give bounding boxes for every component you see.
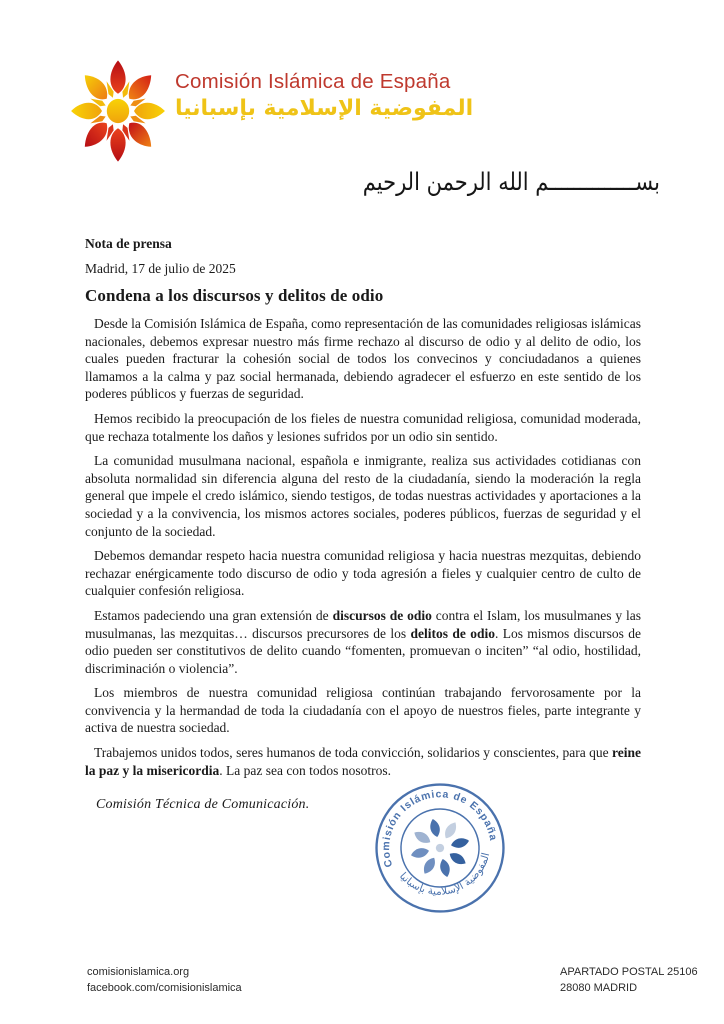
footer-contact-left <box>87 964 242 996</box>
stamp-text-bottom-arabic: المفوضية الإسلامية بإسبانيا <box>396 851 493 898</box>
body-paragraph: Debemos demandar respeto hacia nuestra comunidad religiosa y hacia nuestras mezquitas, debiendo rechazar enérgicamente todo discurso de odio y toda agresión a fieles y cualquier centro de culto de cualquier confesión religiosa. <box>85 548 641 599</box>
body-paragraph: Trabajemos unidos todos, seres humanos de toda convicción, solidarios y conscientes, para que reine la paz y la misericordia. La paz sea con todos nosotros. <box>85 745 641 778</box>
stamp-flower-icon <box>404 812 477 885</box>
footer-city: 28080 MADRID <box>560 982 638 994</box>
bismillah-calligraphy: بســــــــــــــم الله الرحمن الرحيم <box>362 168 660 196</box>
svg-text:المفوضية الإسلامية بإسبانيا <box>396 849 500 908</box>
body-paragraph: Estamos padeciendo una gran extensión de discursos de odio contra el Islam, los musulmanes y las musulmanas, las mezquitas… discursos precursores de los delitos de odio. Los mismos discursos de odio pueden ser constitutivos de delito cuando “fomenten, promuevan o inciten” “al odio, hostilidad, discriminación o violencia”. <box>85 607 642 676</box>
cie-logo-flower-icon <box>54 42 182 180</box>
press-note-label: Nota de prensa <box>85 236 172 251</box>
footer-address-right <box>560 964 698 996</box>
stamp-seal-icon <box>358 766 523 931</box>
letter-body <box>85 236 641 786</box>
document-title: Condena a los discursos y delitos de odio <box>85 286 384 305</box>
body-paragraph: Desde la Comisión Islámica de España, como representación de las comunidades religiosas islámicas nacionales, debemos expresar nuestro más firme rechazo al discurso de odio y al delito de odio, los cuales pueden fracturar la cohesión social de todos los convecinos y conciudadanos a quienes llamamos a la calma y paz social hermanada, debiendo agradecer el esfuerzo en este sentido de los poderes públicos y fuerzas de seguridad. <box>85 316 641 402</box>
footer-website: comisionislamica.org <box>87 966 190 978</box>
footer-facebook: facebook.com/comisionislamica <box>87 982 242 994</box>
body-paragraph: La comunidad musulmana nacional, española e inmigrante, realiza sus actividades cotidianas con absoluta normalidad sin diferencia alguna del resto de la ciudadanía, siendo la moderación la regla general que impele el credo islámico, siendo testigos, de todas nuestras actividades y aportaciones a la sociedad y a la convivencia, los mismos actores sociales, poderes públicos, fuerzas de seguridad y el conjunto de la sociedad. <box>85 453 641 539</box>
org-wordmark <box>175 70 475 123</box>
document-paragraphs <box>85 315 641 779</box>
body-paragraph: Los miembros de nuestra comunidad religiosa continúan trabajando fervorosamente por la convivencia y la hermandad de toda la ciudadanía con el apoyo de nuestros fieles, parte integrante y activa de nuestra sociedad. <box>85 685 641 736</box>
dateline: Madrid, 17 de julio de 2025 <box>85 261 236 276</box>
body-paragraph: Hemos recibido la preocupación de los fieles de nuestra comunidad religiosa, comunidad moderada, que rechaza totalmente los daños y lesiones sufridos por un odio sin sentido. <box>85 410 641 444</box>
signature-line: Comisión Técnica de Comunicación. <box>96 797 310 812</box>
official-stamp-seal <box>358 766 523 931</box>
org-name-spanish: Comisión Islámica de España <box>175 70 451 93</box>
stamp-text-top: Comisión Islámica de España <box>381 789 499 869</box>
org-name-arabic: المفوضية الإسلامية بإسبانيا <box>175 96 474 121</box>
footer-po-box: APARTADO POSTAL 25106 <box>560 966 698 978</box>
